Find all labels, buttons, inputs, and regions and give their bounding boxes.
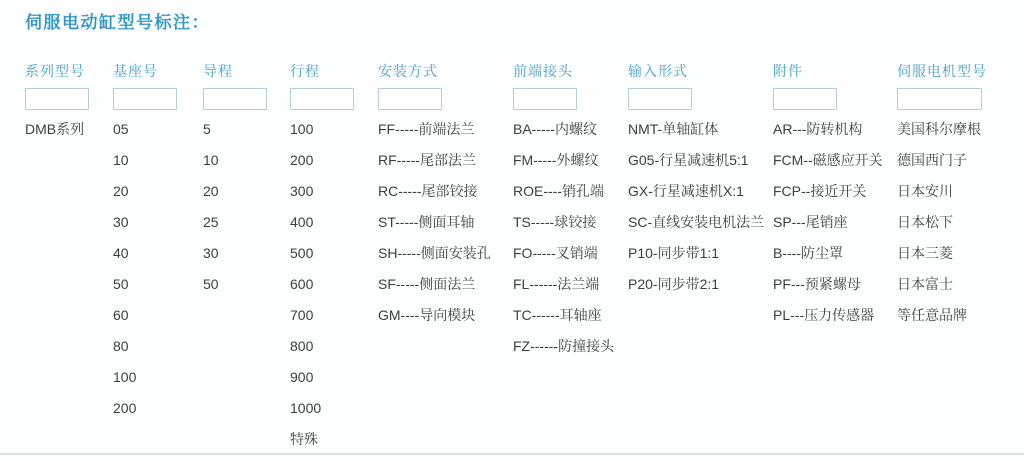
accessories-code-input[interactable] [773, 88, 837, 110]
input-type-code-input[interactable] [628, 88, 692, 110]
column-options-front-connector [513, 114, 614, 362]
option-item: GM----导向模块 [378, 307, 476, 323]
option-item: 60 [113, 307, 129, 323]
option-item: AR---防转机构 [773, 121, 863, 137]
column-lead [203, 61, 267, 300]
option-item: 10 [113, 152, 129, 168]
option-item: SC-直线安装电机法兰 [628, 214, 765, 230]
column-series-model [25, 61, 89, 145]
option-item: 500 [290, 245, 314, 261]
series-model-code-input[interactable] [25, 88, 89, 110]
option-item: SH-----侧面安装孔 [378, 245, 491, 261]
option-item: 25 [203, 214, 219, 230]
option-item: NMT-单轴缸体 [628, 121, 719, 137]
column-options-mounting-type [378, 114, 491, 331]
option-item: RC-----尾部铰接 [378, 183, 478, 199]
option-item: 800 [290, 338, 314, 354]
option-item: 30 [113, 214, 129, 230]
option-item: PL---压力传感器 [773, 307, 875, 323]
option-item: 日本安川 [897, 183, 953, 199]
option-item: 特殊 [290, 431, 318, 447]
base-number-code-input[interactable] [113, 88, 177, 110]
column-header-accessories: 附件 [773, 63, 803, 79]
column-options-base-number [113, 114, 177, 424]
column-header-lead: 导程 [203, 63, 233, 79]
option-item: FF-----前端法兰 [378, 121, 475, 137]
option-item: 等任意品牌 [897, 307, 967, 323]
option-item: ROE----销孔端 [513, 183, 604, 199]
column-options-accessories [773, 114, 883, 331]
front-connector-code-input[interactable] [513, 88, 577, 110]
column-servo-motor-brand [897, 61, 987, 331]
option-item: 美国科尔摩根 [897, 121, 981, 137]
option-item: 20 [113, 183, 129, 199]
option-item: 900 [290, 369, 314, 385]
option-item: 300 [290, 183, 314, 199]
option-item: FZ------防撞接头 [513, 338, 615, 354]
column-options-series-model [25, 114, 89, 145]
option-item: FO-----叉销端 [513, 245, 598, 261]
option-item: B----防尘罩 [773, 245, 843, 261]
column-options-lead [203, 114, 267, 300]
option-item: TC------耳轴座 [513, 307, 602, 323]
option-item: RF-----尾部法兰 [378, 152, 476, 168]
option-item: FCP--接近开关 [773, 183, 867, 199]
option-item: 日本富士 [897, 276, 953, 292]
bottom-divider [0, 453, 1024, 455]
column-header-mounting-type: 安装方式 [378, 63, 438, 79]
option-item: SF-----侧面法兰 [378, 276, 476, 292]
option-item: 700 [290, 307, 314, 323]
option-item: 40 [113, 245, 129, 261]
stroke-code-input[interactable] [290, 88, 354, 110]
column-header-stroke: 行程 [290, 63, 320, 79]
option-item: 50 [203, 276, 219, 292]
column-mounting-type [378, 61, 491, 331]
option-item: G05-行星减速机5:1 [628, 152, 749, 168]
column-header-base-number: 基座号 [113, 63, 158, 79]
column-options-input-type [628, 114, 764, 300]
column-base-number [113, 61, 177, 424]
option-item: P20-同步带2:1 [628, 276, 720, 292]
column-header-series-model: 系列型号 [25, 63, 85, 79]
option-item: 05 [113, 121, 129, 137]
option-item: 200 [113, 400, 137, 416]
servo-motor-brand-code-input[interactable] [897, 88, 982, 110]
column-accessories [773, 61, 883, 331]
option-item: 10 [203, 152, 219, 168]
column-stroke [290, 61, 354, 455]
lead-code-input[interactable] [203, 88, 267, 110]
option-item: 400 [290, 214, 314, 230]
option-item: FL------法兰端 [513, 276, 600, 292]
option-item: 30 [203, 245, 219, 261]
column-header-servo-motor-brand: 伺服电机型号 [897, 63, 987, 79]
option-item: PF---预紧螺母 [773, 276, 861, 292]
page-title: 伺服电动缸型号标注： [25, 13, 210, 32]
option-item: 德国西门子 [897, 152, 967, 168]
option-item: P10-同步带1:1 [628, 245, 720, 261]
option-item: BA-----内螺纹 [513, 121, 597, 137]
column-front-connector [513, 61, 614, 362]
option-item: 5 [203, 121, 211, 137]
option-item: 50 [113, 276, 129, 292]
mounting-type-code-input[interactable] [378, 88, 442, 110]
option-item: SP---尾销座 [773, 214, 848, 230]
option-item: GX-行星减速机X:1 [628, 183, 744, 199]
option-item: 100 [113, 369, 137, 385]
option-item: ST-----侧面耳轴 [378, 214, 475, 230]
option-item: 1000 [290, 400, 322, 416]
column-options-stroke [290, 114, 354, 455]
option-item: 100 [290, 121, 314, 137]
option-item: 日本三菱 [897, 245, 953, 261]
option-item: 80 [113, 338, 129, 354]
option-item: FM-----外螺纹 [513, 152, 599, 168]
option-item: TS-----球铰接 [513, 214, 597, 230]
option-item: 200 [290, 152, 314, 168]
column-header-input-type: 输入形式 [628, 63, 688, 79]
column-input-type [628, 61, 764, 300]
option-item: 600 [290, 276, 314, 292]
option-item: FCM--磁感应开关 [773, 152, 883, 168]
column-options-servo-motor-brand [897, 114, 987, 331]
column-header-front-connector: 前端接头 [513, 63, 573, 79]
option-item: DMB系列 [25, 121, 85, 137]
option-item: 日本松下 [897, 214, 953, 230]
option-item: 20 [203, 183, 219, 199]
